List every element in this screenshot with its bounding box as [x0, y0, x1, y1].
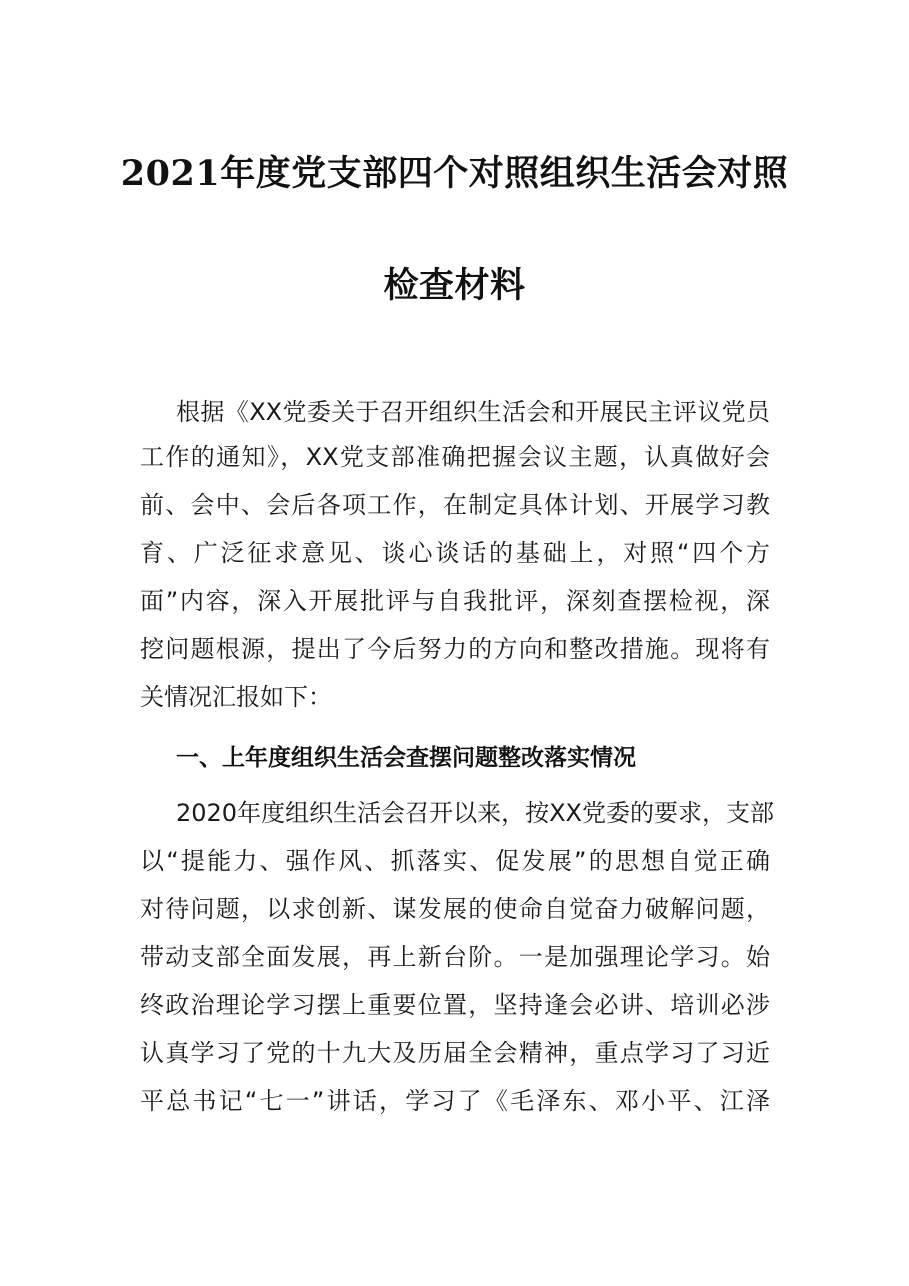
intro-line: 前、会中、会后各项工作，在制定具体计划、开展学习教	[140, 491, 770, 519]
intro-line: 关情况汇报如下：	[140, 683, 332, 711]
document-title-line-1: 2021年度党支部四个对照组织生活会对照	[120, 153, 789, 194]
section-1-line: 以“提能力、强作风、抓落实、促发展”的思想自觉正确	[140, 847, 770, 875]
section-1-line: 终政治理论学习摆上重要位置，坚持逢会必讲、培训必涉	[140, 991, 770, 1019]
section-1-line: 平总书记“七一”讲话，学习了《毛泽东、邓小平、江泽	[140, 1087, 770, 1115]
intro-line: 根据《XX党委关于召开组织生活会和开展民主评议党员	[176, 398, 770, 426]
section-heading-1: 一、上年度组织生活会查摆问题整改落实情况	[176, 745, 636, 771]
document-title-line-2: 检查材料	[383, 265, 526, 306]
intro-line: 工作的通知》，XX党支部准确把握会议主题，认真做好会	[140, 443, 770, 471]
section-1-line: 对待问题，以求创新、谋发展的使命自觉奋力破解问题，	[140, 895, 770, 923]
intro-line: 育、广泛征求意见、谈心谈话的基础上，对照“四个方	[140, 539, 770, 567]
section-1-line: 带动支部全面发展，再上新台阶。一是加强理论学习。始	[140, 943, 770, 971]
intro-line: 面”内容，深入开展批评与自我批评，深刻查摆检视，深	[140, 587, 770, 615]
section-1-line: 认真学习了党的十九大及历届全会精神，重点学习了习近	[140, 1039, 770, 1067]
intro-line: 挖问题根源，提出了今后努力的方向和整改措施。现将有	[140, 635, 770, 663]
section-1-line: 2020年度组织生活会召开以来，按XX党委的要求，支部	[176, 799, 774, 827]
